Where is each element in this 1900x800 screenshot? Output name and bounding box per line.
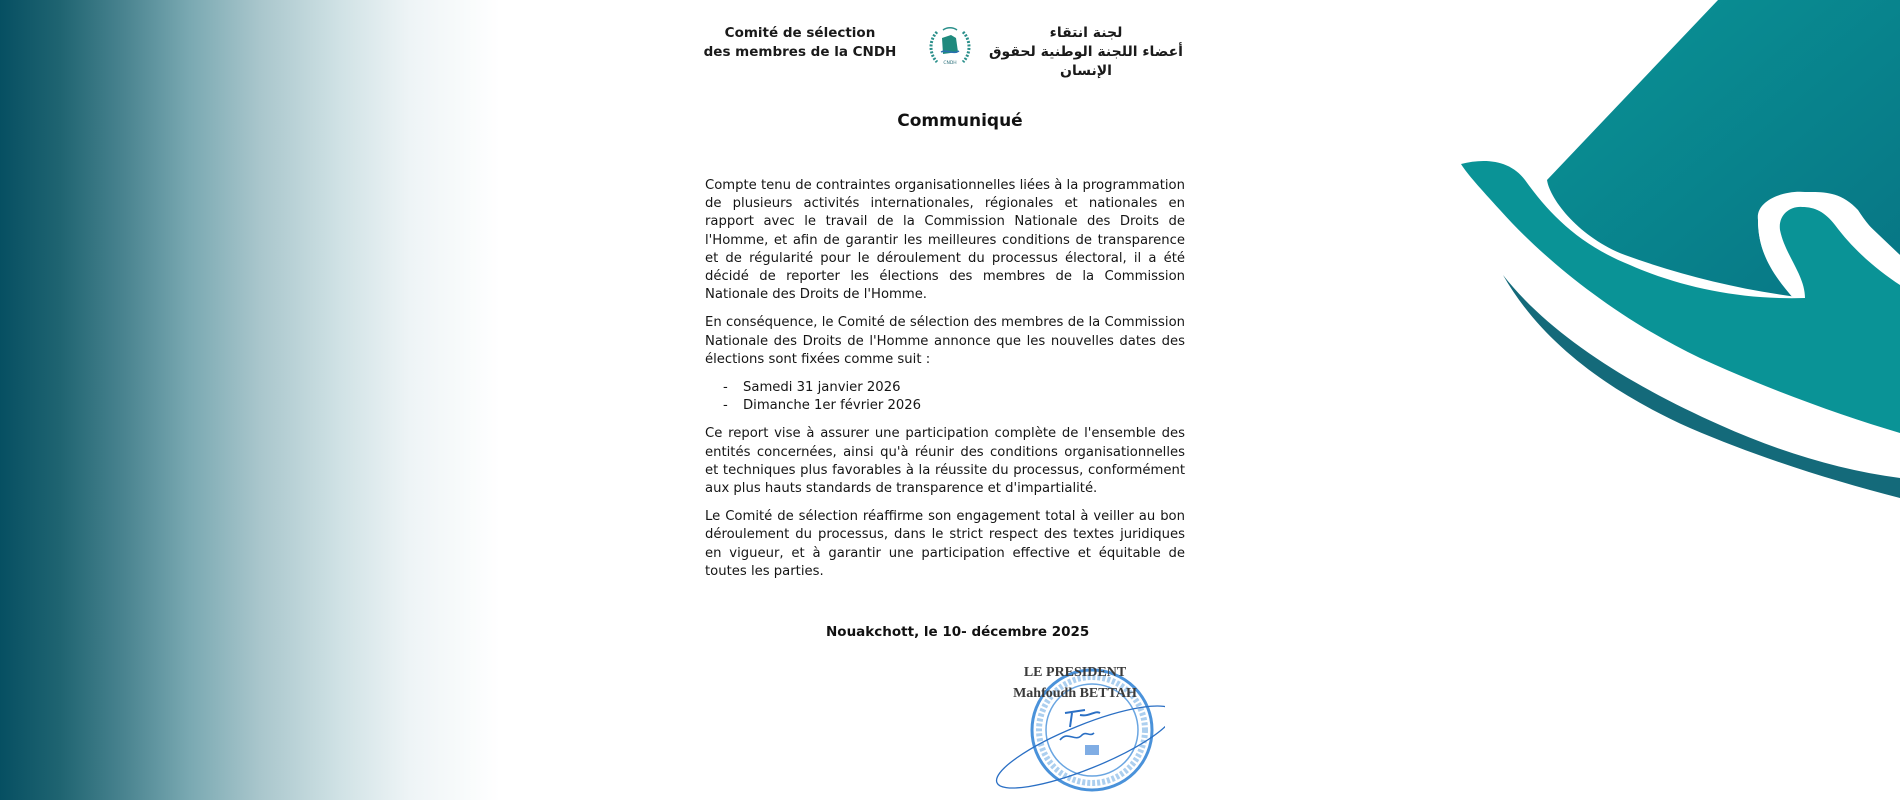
paragraph-2: En conséquence, le Comité de sélection des membres de la Commission Nationale des Droits de l'Homme annonce que les nouvelles dates des élections sont fixées comme suit :: [705, 315, 1185, 367]
right-hand-decoration: [1440, 0, 1900, 800]
date-item: [723, 397, 1185, 415]
left-gradient-decoration: [0, 0, 500, 800]
date-item: [723, 379, 1185, 397]
header-arabic-line-2: أعضاء اللجنة الوطنية لحقوق الإنسان: [989, 44, 1183, 79]
hand-shape-icon: [1440, 0, 1900, 800]
header-arabic-title: [976, 24, 1196, 81]
date-text: Dimanche 1er février 2026: [743, 398, 922, 414]
signatory-title: LE PRESIDENT: [1023, 665, 1127, 680]
header-french-line-2: des membres de la CNDH: [703, 44, 897, 60]
header-arabic-line-1: لجنة انتقاء: [1049, 25, 1123, 41]
signatory-name: Mahfoudh BETTAH: [1013, 686, 1137, 701]
signature-block: [990, 655, 1165, 800]
paragraph-3: Ce report vise à assurer une participation complète de l'ensemble des entités concernées, ainsi qu'à réunir des conditions organisationnelles et techniques plus favorables à la réussite du processus, conformément aux plus hauts standards de transparence et d'impartialité.: [705, 426, 1185, 497]
date-text: Samedi 31 janvier 2026: [743, 380, 901, 396]
cndh-laurel-emblem-icon: [925, 22, 975, 72]
dash-bullet: -: [723, 398, 728, 414]
svg-text:CNDH: CNDH: [943, 61, 957, 66]
place-and-date: Nouakchott, le 10- décembre 2025: [826, 624, 1090, 640]
cndh-logo: [925, 22, 975, 72]
paragraph-4: Le Comité de sélection réaffirme son engagement total à veiller au bon déroulement du processus, dans le strict respect des textes juridiques en vigueur, et à garantir une participation effective et équitable de toutes les parties.: [705, 509, 1185, 579]
document-body: [705, 177, 1185, 591]
document-title: Communiqué: [897, 111, 1023, 131]
election-dates-list: [705, 379, 1185, 415]
document-header: [700, 22, 1220, 79]
header-french-line-1: Comité de sélection: [724, 25, 876, 41]
dash-bullet: -: [723, 380, 728, 396]
header-french-title: [700, 24, 900, 62]
paragraph-1: Compte tenu de contraintes organisationnelles liées à la programmation de plusieurs activités internationales, régionales et nationales en rapport avec le travail de la Commission Nationale des Droits de l'Homme, et afin de garantir les meilleures conditions de transparence et de régularité pour le déroulement du processus électoral, il a été décidé de reporter les élections des membres de la Commission Nationale des Droits de l'Homme.: [705, 178, 1185, 303]
